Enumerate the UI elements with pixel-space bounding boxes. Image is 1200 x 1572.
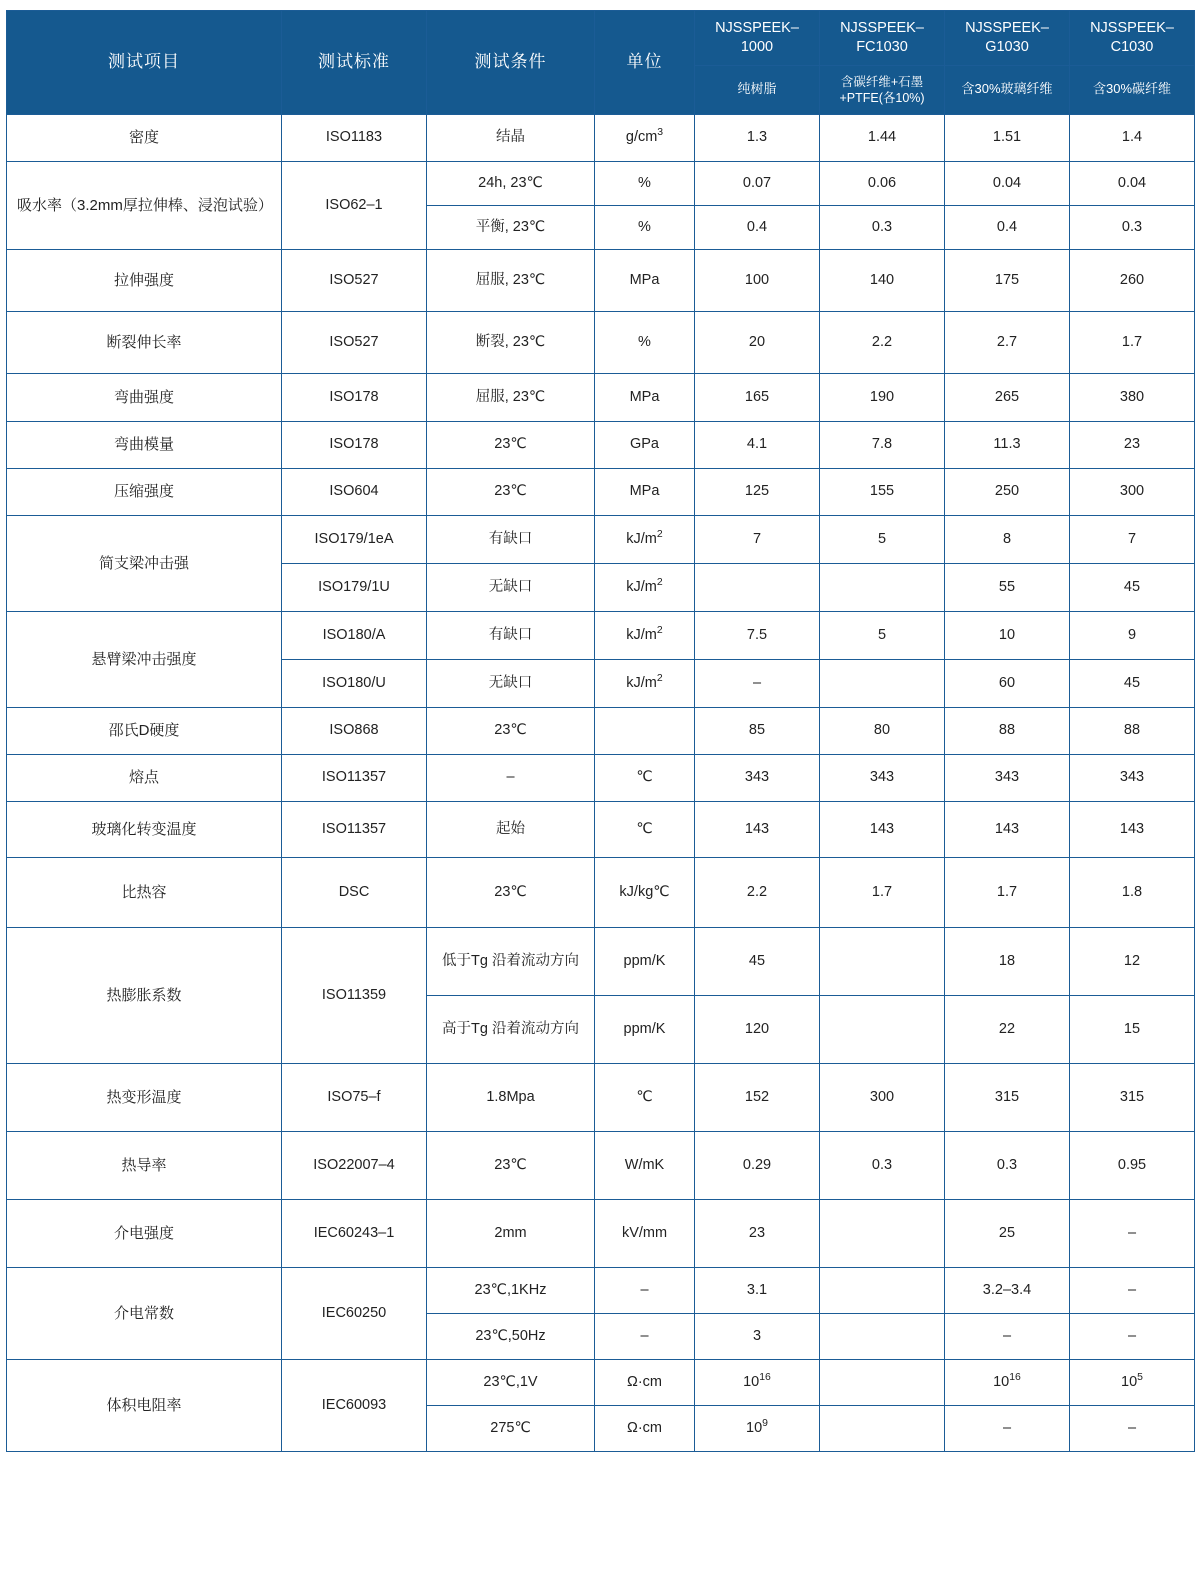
cell-value-1 [820,564,945,612]
cell-item: 吸水率（3.2mm厚拉伸棒、浸泡试验） [7,162,282,250]
cell-value-1: 190 [820,374,945,422]
cell-unit: – [595,1268,695,1314]
cell-unit: % [595,206,695,250]
table-row [7,1064,1195,1132]
cell-value-2: 343 [945,755,1070,802]
cell-standard: ISO11357 [282,755,427,802]
cell-unit: Ω·cm [595,1360,695,1406]
cell-value-3: 0.04 [1070,162,1195,206]
header-unit: 单位 [595,11,695,115]
cell-value-0: $10^9$ [695,1406,820,1452]
cell-item: 压缩强度 [7,469,282,516]
table-row [7,162,1195,206]
cell-unit: $kJ/m^2$ [595,516,695,564]
cell-condition: 断裂, 23℃ [427,312,595,374]
cell-value-3: 343 [1070,755,1195,802]
cell-unit: MPa [595,250,695,312]
header-item: 测试项目 [7,11,282,115]
cell-unit: ppm/K [595,996,695,1064]
cell-unit: $kJ/m^2$ [595,660,695,708]
cell-value-3: 260 [1070,250,1195,312]
cell-standard: ISO11359 [282,928,427,1064]
cell-standard: ISO22007–4 [282,1132,427,1200]
cell-value-3: 45 [1070,660,1195,708]
cell-value-0: 0.07 [695,162,820,206]
cell-value-2: 55 [945,564,1070,612]
cell-condition: 24h, 23℃ [427,162,595,206]
cell-value-3: 45 [1070,564,1195,612]
cell-item: 简支梁冲击强 [7,516,282,612]
cell-item: 邵氏D硬度 [7,708,282,755]
cell-value-0: 100 [695,250,820,312]
table-row [7,1268,1195,1314]
cell-value-3: 380 [1070,374,1195,422]
table-row [7,1132,1195,1200]
cell-value-2: 2.7 [945,312,1070,374]
cell-item: 体积电阻率 [7,1360,282,1452]
cell-unit: MPa [595,469,695,516]
header-product-desc-1: 含碳纤维+石墨+PTFE(各10%) [820,65,945,115]
cell-value-0: 20 [695,312,820,374]
cell-item: 介电常数 [7,1268,282,1360]
cell-value-3: 1.7 [1070,312,1195,374]
cell-value-0: 2.2 [695,858,820,928]
cell-condition: 起始 [427,802,595,858]
cell-value-3: 315 [1070,1064,1195,1132]
cell-standard: ISO75–f [282,1064,427,1132]
cell-value-0: 165 [695,374,820,422]
header-product-desc-0: 纯树脂 [695,65,820,115]
cell-condition: – [427,755,595,802]
header-product-name-0: NJSSPEEK–1000 [695,11,820,66]
cell-value-0: 85 [695,708,820,755]
cell-value-2: 143 [945,802,1070,858]
cell-value-2: 88 [945,708,1070,755]
cell-value-3: 7 [1070,516,1195,564]
cell-value-3: – [1070,1314,1195,1360]
cell-item: 热导率 [7,1132,282,1200]
cell-item: 拉伸强度 [7,250,282,312]
cell-unit: ℃ [595,1064,695,1132]
table-row [7,374,1195,422]
cell-value-2: 11.3 [945,422,1070,469]
cell-value-1: 143 [820,802,945,858]
cell-value-0: 0.29 [695,1132,820,1200]
table-header [7,11,1195,115]
cell-value-0: 0.4 [695,206,820,250]
table-body [7,115,1195,1452]
cell-value-0: 7 [695,516,820,564]
cell-value-2: 8 [945,516,1070,564]
cell-unit: ppm/K [595,928,695,996]
cell-value-2: 18 [945,928,1070,996]
cell-value-2: 250 [945,469,1070,516]
cell-standard: ISO1183 [282,115,427,162]
cell-value-1: 1.7 [820,858,945,928]
cell-value-3: 23 [1070,422,1195,469]
cell-condition: 无缺口 [427,564,595,612]
cell-unit: kV/mm [595,1200,695,1268]
cell-value-3: 12 [1070,928,1195,996]
cell-value-2: 0.04 [945,162,1070,206]
cell-condition: 23℃,50Hz [427,1314,595,1360]
cell-standard: ISO180/A [282,612,427,660]
cell-value-1 [820,1200,945,1268]
cell-value-0: 343 [695,755,820,802]
material-properties-table [6,10,1195,1452]
cell-condition: 屈服, 23℃ [427,374,595,422]
table-row [7,1200,1195,1268]
cell-value-0: 152 [695,1064,820,1132]
cell-value-1: 300 [820,1064,945,1132]
cell-unit: ℃ [595,755,695,802]
cell-condition: 23℃ [427,708,595,755]
cell-value-0: 4.1 [695,422,820,469]
header-standard: 测试标准 [282,11,427,115]
table-row [7,115,1195,162]
cell-value-1 [820,928,945,996]
cell-value-0: $10^{16}$ [695,1360,820,1406]
cell-value-2: – [945,1314,1070,1360]
cell-unit: GPa [595,422,695,469]
cell-item: 密度 [7,115,282,162]
cell-value-0: 1.3 [695,115,820,162]
table-row [7,928,1195,996]
cell-value-3: – [1070,1406,1195,1452]
cell-value-3: 300 [1070,469,1195,516]
cell-item: 玻璃化转变温度 [7,802,282,858]
cell-condition: 1.8Mpa [427,1064,595,1132]
cell-value-0: 7.5 [695,612,820,660]
cell-value-2: 315 [945,1064,1070,1132]
cell-condition: 23℃,1V [427,1360,595,1406]
cell-standard: ISO527 [282,250,427,312]
cell-unit: ℃ [595,802,695,858]
cell-value-2: 1.51 [945,115,1070,162]
cell-value-1: 0.3 [820,206,945,250]
cell-value-3: – [1070,1268,1195,1314]
cell-unit: % [595,162,695,206]
table-row [7,516,1195,564]
cell-value-0: 3 [695,1314,820,1360]
cell-condition: 23℃ [427,469,595,516]
cell-value-3: – [1070,1200,1195,1268]
table-row [7,312,1195,374]
cell-value-0: 23 [695,1200,820,1268]
cell-value-1: 2.2 [820,312,945,374]
cell-condition: 有缺口 [427,612,595,660]
cell-value-1: 5 [820,516,945,564]
cell-value-3: $10^5$ [1070,1360,1195,1406]
cell-value-3: 1.4 [1070,115,1195,162]
cell-value-2: 60 [945,660,1070,708]
cell-value-0: 125 [695,469,820,516]
table-row [7,469,1195,516]
cell-standard: DSC [282,858,427,928]
table-row [7,250,1195,312]
cell-standard: ISO604 [282,469,427,516]
cell-condition: 275℃ [427,1406,595,1452]
cell-unit: % [595,312,695,374]
cell-standard: IEC60250 [282,1268,427,1360]
cell-condition: 23℃ [427,1132,595,1200]
cell-value-3: 1.8 [1070,858,1195,928]
table-row [7,1360,1195,1406]
cell-standard: ISO178 [282,422,427,469]
cell-item: 熔点 [7,755,282,802]
cell-value-0: 3.1 [695,1268,820,1314]
cell-standard: ISO11357 [282,802,427,858]
cell-value-2: 10 [945,612,1070,660]
cell-item: 热变形温度 [7,1064,282,1132]
cell-value-3: 143 [1070,802,1195,858]
cell-value-2: – [945,1406,1070,1452]
cell-standard: ISO62–1 [282,162,427,250]
table-row [7,858,1195,928]
cell-condition: 平衡, 23℃ [427,206,595,250]
cell-standard: ISO179/1eA [282,516,427,564]
cell-unit: $kJ/m^2$ [595,612,695,660]
cell-value-3: 0.3 [1070,206,1195,250]
cell-condition: 无缺口 [427,660,595,708]
cell-value-1 [820,1360,945,1406]
cell-value-2: 0.3 [945,1132,1070,1200]
cell-value-1: 155 [820,469,945,516]
cell-item: 弯曲强度 [7,374,282,422]
cell-standard: IEC60243–1 [282,1200,427,1268]
cell-standard: IEC60093 [282,1360,427,1452]
cell-condition: 屈服, 23℃ [427,250,595,312]
cell-item: 热膨胀系数 [7,928,282,1064]
cell-value-2: 3.2–3.4 [945,1268,1070,1314]
cell-item: 悬臂梁冲击强度 [7,612,282,708]
cell-value-1: 0.06 [820,162,945,206]
cell-condition: 23℃,1KHz [427,1268,595,1314]
cell-unit: W/mK [595,1132,695,1200]
cell-value-0: 120 [695,996,820,1064]
cell-value-2: 22 [945,996,1070,1064]
cell-standard: ISO180/U [282,660,427,708]
cell-value-1: 1.44 [820,115,945,162]
cell-value-0: 45 [695,928,820,996]
cell-value-1 [820,660,945,708]
cell-value-2: 0.4 [945,206,1070,250]
cell-unit: $g/cm^3$ [595,115,695,162]
cell-value-2: 25 [945,1200,1070,1268]
cell-value-2: $10^{16}$ [945,1360,1070,1406]
cell-condition: 2mm [427,1200,595,1268]
cell-value-3: 88 [1070,708,1195,755]
cell-value-1 [820,1268,945,1314]
table-row [7,422,1195,469]
cell-value-2: 1.7 [945,858,1070,928]
header-product-name-2: NJSSPEEK–G1030 [945,11,1070,66]
header-product-desc-2: 含30%玻璃纤维 [945,65,1070,115]
table-row [7,612,1195,660]
cell-condition: 23℃ [427,858,595,928]
cell-condition: 低于Tg 沿着流动方向 [427,928,595,996]
cell-unit: – [595,1314,695,1360]
cell-condition: 高于Tg 沿着流动方向 [427,996,595,1064]
cell-condition: 23℃ [427,422,595,469]
header-row-top [7,11,1195,66]
cell-item: 介电强度 [7,1200,282,1268]
cell-item: 比热容 [7,858,282,928]
cell-standard: ISO178 [282,374,427,422]
cell-item: 断裂伸长率 [7,312,282,374]
header-product-name-3: NJSSPEEK–C1030 [1070,11,1195,66]
cell-value-2: 265 [945,374,1070,422]
cell-value-0 [695,564,820,612]
cell-item: 弯曲模量 [7,422,282,469]
header-product-desc-3: 含30%碳纤维 [1070,65,1195,115]
header-product-name-1: NJSSPEEK–FC1030 [820,11,945,66]
cell-value-0: – [695,660,820,708]
cell-value-3: 9 [1070,612,1195,660]
cell-unit: $kJ/m^2$ [595,564,695,612]
cell-standard: ISO868 [282,708,427,755]
header-condition: 测试条件 [427,11,595,115]
cell-value-1: 343 [820,755,945,802]
cell-standard: ISO527 [282,312,427,374]
cell-value-1 [820,996,945,1064]
cell-unit: MPa [595,374,695,422]
cell-value-1 [820,1406,945,1452]
cell-condition: 结晶 [427,115,595,162]
cell-standard: ISO179/1U [282,564,427,612]
cell-unit [595,708,695,755]
cell-value-3: 15 [1070,996,1195,1064]
table-row [7,802,1195,858]
cell-value-0: 143 [695,802,820,858]
table-row [7,708,1195,755]
cell-value-1: 7.8 [820,422,945,469]
table-row [7,755,1195,802]
cell-value-1: 140 [820,250,945,312]
cell-value-1: 5 [820,612,945,660]
cell-value-1: 80 [820,708,945,755]
cell-value-1 [820,1314,945,1360]
cell-unit: kJ/kg℃ [595,858,695,928]
cell-value-3: 0.95 [1070,1132,1195,1200]
cell-value-1: 0.3 [820,1132,945,1200]
cell-unit: Ω·cm [595,1406,695,1452]
cell-condition: 有缺口 [427,516,595,564]
cell-value-2: 175 [945,250,1070,312]
